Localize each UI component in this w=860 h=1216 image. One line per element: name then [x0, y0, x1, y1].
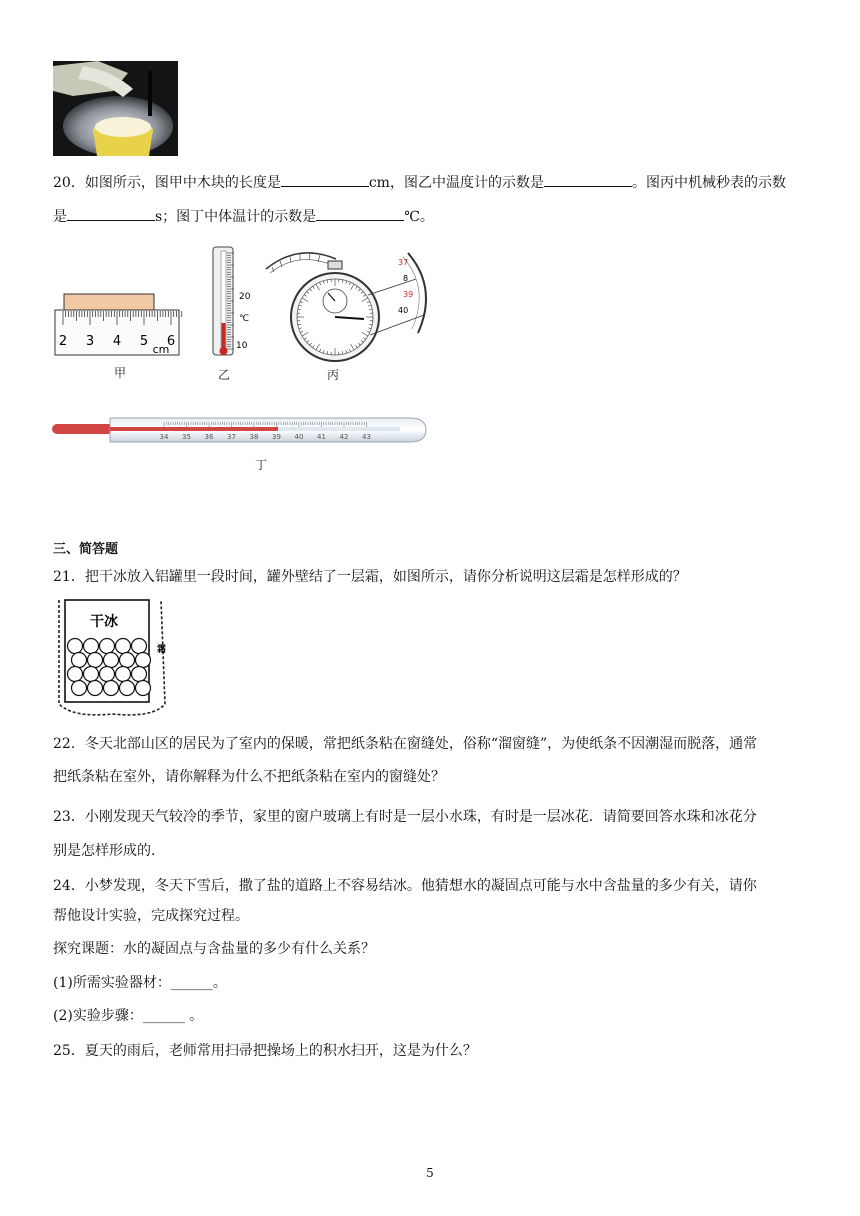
thermo-ding-label: 34: [159, 433, 169, 441]
q20-text: 。图丙中机械秒表的示数: [631, 175, 786, 191]
ruler-tick-label: 3: [85, 334, 95, 349]
stopwatch-label: 8: [403, 274, 409, 283]
thermo-ding-label: 38: [249, 433, 259, 441]
dry-ice-ball: [88, 681, 103, 696]
dry-ice-ball: [72, 653, 87, 668]
dry-ice-ball: [88, 653, 103, 668]
ruler-unit: cm: [152, 343, 170, 356]
ice-cream-photo: [53, 61, 178, 156]
page-number: 5: [426, 1166, 434, 1180]
q20-line2: [53, 206, 434, 227]
dry-ice-ball: [68, 639, 83, 654]
dry-ice-ball: [84, 667, 99, 682]
thermo-label: ℃: [239, 314, 250, 324]
dry-ice-ball: [72, 681, 87, 696]
thermo-ding-label: 35: [182, 433, 191, 441]
dry-ice-ball: [104, 681, 119, 696]
q24-line1: 24．小梦发现，冬天下雪后，撒了盐的道路上不容易结冰。他猜想水的凝固点可能与水中含盐量的多少有关，请你: [53, 878, 757, 894]
stopwatch-label: 37: [398, 258, 409, 267]
ruler-tick-label: 2: [58, 334, 68, 349]
thermo-ding-label: 36: [204, 433, 214, 441]
q24-line3: 探究课题：水的凝固点与含盐量的多少有什么关系？: [53, 941, 375, 957]
q22-line2: 把纸条粘在室外，请你解释为什么不把纸条粘在室内的窗缝处？: [53, 769, 445, 785]
dry-ice-ball: [136, 653, 151, 668]
section-heading: 三、简答题: [53, 542, 119, 557]
dry-ice-ball: [120, 681, 135, 696]
thermometer-yi: [205, 245, 265, 360]
dry-ice-ball: [132, 667, 147, 682]
dry-ice-ball: [100, 639, 115, 654]
thermo-ding-label: 40: [294, 433, 304, 441]
dry-ice-ball: [68, 667, 83, 682]
caption-bing: 丙: [327, 368, 340, 382]
q21-text: 21．把干冰放入铝罐里一段时间，罐外壁结了一层霜，如图所示，请你分析说明这层霜是怎样形成的？: [53, 569, 687, 585]
answer-blank[interactable]: [67, 206, 155, 221]
dry-ice-ball: [132, 639, 147, 654]
ruler-tick-label: 5: [139, 334, 149, 349]
dry-ice-ball: [104, 653, 119, 668]
dry-ice-ball: [84, 639, 99, 654]
thermo-ding-label: 41: [317, 433, 326, 441]
dry-ice-ball: [116, 639, 131, 654]
q22-line1: 22．冬天北部山区的居民为了室内的保暖，常把纸条粘在窗缝处，俗称“溜窗缝”，为使纸条不因潮湿而脱落，通常: [53, 736, 758, 752]
q20-text: ℃。: [404, 209, 434, 225]
q20-text: cm，图乙中温度计的示数是: [368, 175, 544, 191]
dry-ice-can-figure: [53, 596, 173, 721]
thermo-label: 20: [239, 292, 251, 302]
dry-ice-ball: [136, 681, 151, 696]
q20-text: 20．如图所示，图甲中木块的长度是: [53, 175, 281, 191]
stopwatch-figure: [258, 243, 443, 363]
thermo-ding-label: 42: [339, 433, 349, 441]
q23-line1: 23．小刚发现天气较冷的季节，家里的窗户玻璃上有时是一层小水珠，有时是一层冰花．请简要回答水珠和冰花分: [53, 809, 757, 825]
thermo-label: 10: [236, 341, 248, 351]
dry-ice-ball: [116, 667, 131, 682]
ruler-tick-label: 6: [166, 334, 176, 349]
frost-label: 霜: [157, 645, 167, 655]
thermo-ding-label: 39: [272, 433, 281, 441]
thermo-ding-label: 37: [227, 433, 236, 441]
thermo-ding-label: 43: [362, 433, 371, 441]
q24-line2: 帮他设计实验，完成探究过程。: [53, 908, 249, 924]
q20-text: s；图丁中体温计的示数是: [155, 209, 317, 225]
answer-blank[interactable]: [316, 206, 404, 221]
q24-line5: (2)实验步骤：______ 。: [53, 1008, 204, 1024]
q25-text: 25．夏天的雨后，老师常用扫帚把操场上的积水扫开，这是为什么？: [53, 1043, 477, 1059]
q20-line1: [53, 172, 786, 193]
clinical-thermometer: [50, 414, 430, 448]
stopwatch-label: 40: [398, 306, 409, 315]
ruler-tick-label: 4: [112, 334, 122, 349]
ruler-figure: [53, 290, 183, 360]
dry-ice-label: 干冰: [90, 614, 118, 630]
caption-ding: 丁: [255, 458, 268, 472]
dry-ice-ball: [100, 667, 115, 682]
dry-ice-ball: [120, 653, 135, 668]
answer-blank[interactable]: [281, 172, 369, 187]
q24-line4: (1)所需实验器材：______。: [53, 975, 227, 991]
answer-blank[interactable]: [544, 172, 632, 187]
caption-yi: 乙: [218, 368, 231, 382]
stopwatch-label: 39: [403, 290, 414, 299]
caption-jia: 甲: [114, 366, 127, 380]
q23-line2: 别是怎样形成的.: [53, 843, 156, 859]
q20-text: 是: [53, 209, 67, 225]
